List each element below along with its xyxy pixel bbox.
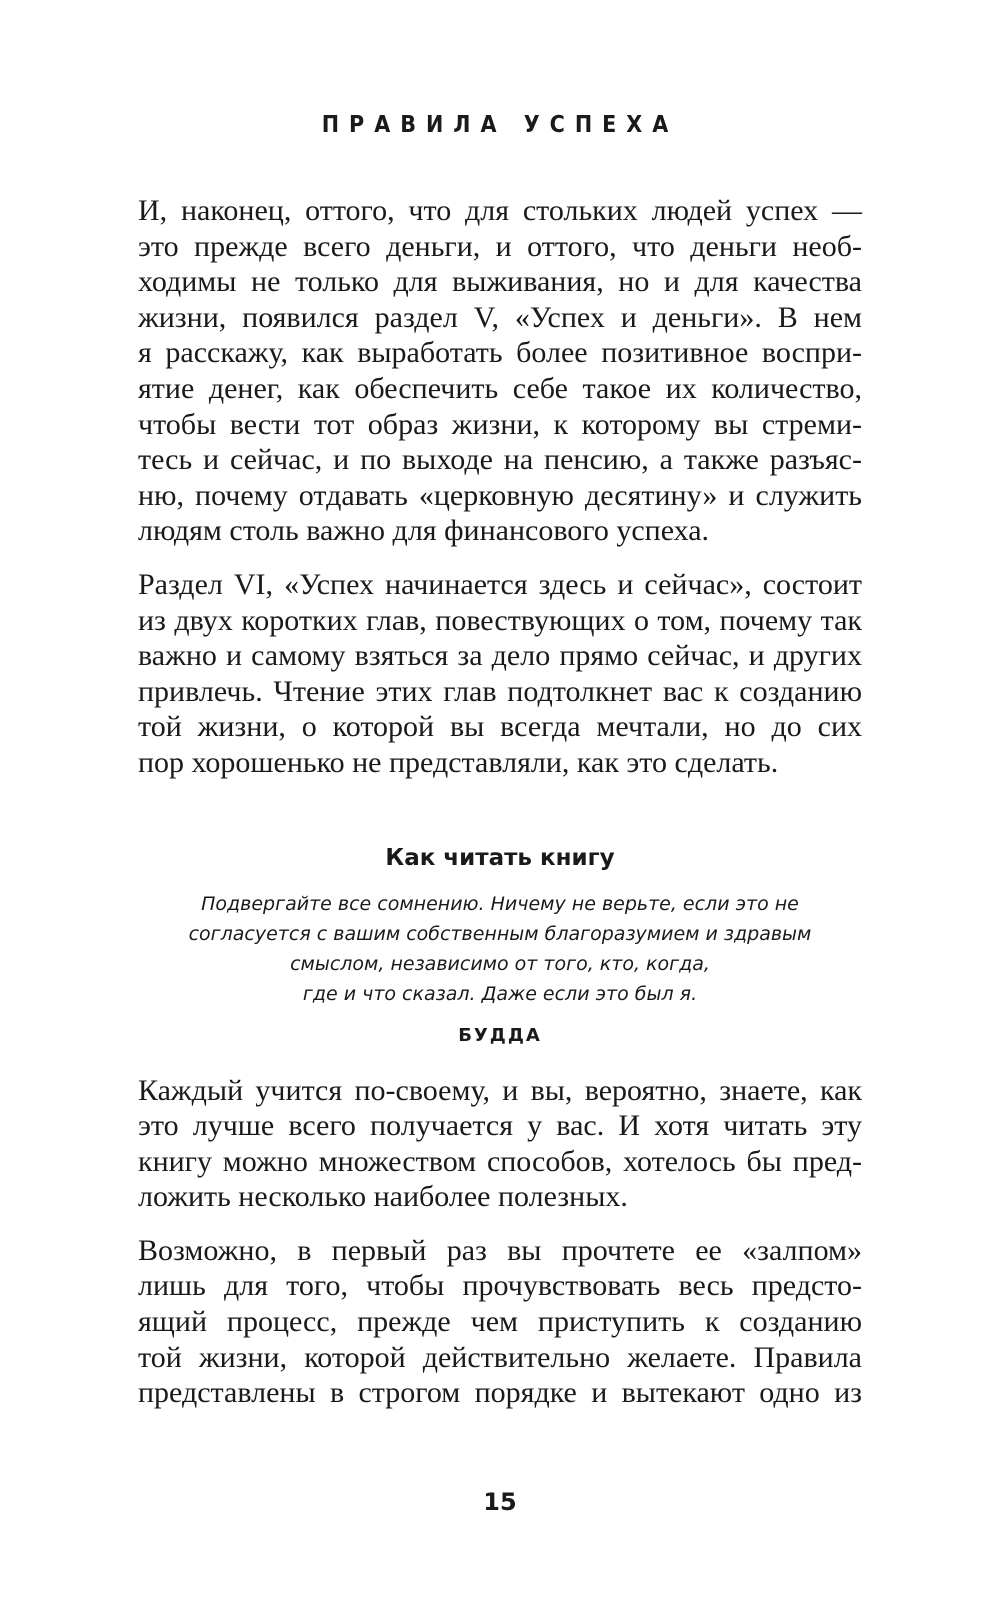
epigraph-line: смыслом, независимо от того, кто, когда,: [290, 952, 710, 975]
paragraph-3: [138, 1073, 862, 1215]
text-line: представлены в строгом порядке и вытекают одно из: [138, 1376, 862, 1410]
body-text: [138, 193, 862, 1411]
paragraph-4: [138, 1233, 862, 1411]
epigraph-attribution: БУДДА: [458, 1024, 542, 1046]
text-line: Возможно, в первый раз вы прочтете ее «залпом»: [138, 1233, 862, 1267]
text-line: привлечь. Чтение этих глав подтолкнет вас к созданию: [138, 674, 862, 708]
text-line: я расскажу, как выработать более позитивное воспри-: [138, 336, 862, 370]
text-line: Каждый учится по-своему, и вы, вероятно, знаете, как: [138, 1073, 862, 1107]
paragraph-2: [138, 567, 862, 781]
text-line: тесь и сейчас, и по выходе на пенсию, а также разъяс-: [138, 443, 862, 477]
text-line: важно и самому взяться за дело прямо сейчас, и других: [138, 639, 862, 673]
page-number: 15: [483, 1488, 517, 1516]
text-line: это лучше всего получается у вас. И хотя читать эту: [138, 1109, 862, 1143]
text-line: ящий процесс, прежде чем приступить к созданию: [138, 1305, 862, 1339]
epigraph-line: согласуется с вашим собственным благоразумием и здравым: [188, 922, 812, 945]
text-line: жизни, появился раздел V, «Успех и деньги». В нем: [138, 300, 862, 334]
text-line: той жизни, о которой вы всегда мечтали, но до сих: [138, 710, 862, 744]
text-line: лишь для того, чтобы прочувствовать весь предсто-: [138, 1269, 862, 1303]
running-head: ПРАВИЛА УСПЕХА: [321, 112, 679, 138]
text-line: пор хорошенько не представляли, как это сделать.: [138, 745, 779, 779]
text-line: чтобы вести тот образ жизни, к которому вы стреми-: [138, 407, 862, 441]
epigraph-line: Подвергайте все сомнению. Ничему не верьте, если это не: [201, 892, 799, 915]
text-line: людям столь важно для финансового успеха.: [138, 514, 710, 548]
text-line: из двух коротких глав, повествующих о том, почему так: [138, 603, 862, 637]
text-line: книгу можно множеством способов, хотелось бы пред-: [138, 1144, 862, 1178]
text-line: Раздел VI, «Успех начинается здесь и сейчас», состоит: [138, 567, 862, 601]
text-line: ходимы не только для выживания, но и для качества: [138, 265, 862, 299]
text-line: ятие денег, как обеспечить себе такое их количество,: [138, 371, 862, 405]
text-line: ню, почему отдавать «церковную десятину» и служить: [138, 478, 862, 512]
paragraph-1: [138, 193, 862, 549]
text-line: ложить несколько наиболее полезных.: [138, 1180, 628, 1214]
text-line: И, наконец, оттого, что для стольких людей успех —: [138, 194, 862, 227]
epigraph: [138, 889, 862, 1009]
section-title: Как читать книгу: [385, 844, 615, 871]
text-line: той жизни, которой действительно желаете. Правила: [138, 1340, 862, 1374]
epigraph-line: где и что сказал. Даже если это был я.: [302, 982, 698, 1005]
text-line: это прежде всего деньги, и оттого, что деньги необ-: [138, 229, 862, 263]
